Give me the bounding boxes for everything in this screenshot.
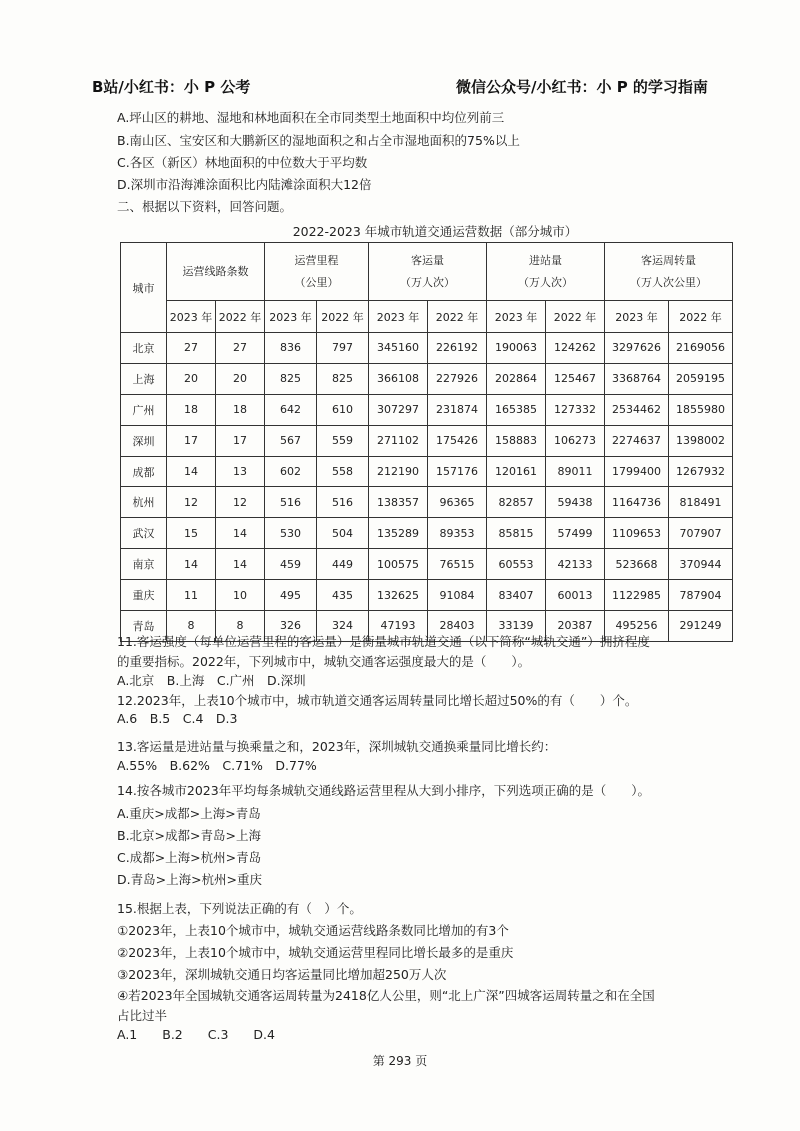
year-header: 2022 年: [216, 301, 265, 333]
value-cell: 345160: [369, 333, 428, 364]
value-cell: 271102: [369, 425, 428, 456]
value-cell: 42133: [546, 549, 605, 580]
value-cell: 558: [317, 456, 369, 487]
value-cell: 787904: [669, 580, 733, 611]
value-cell: 567: [265, 425, 317, 456]
value-cell: 60553: [487, 549, 546, 580]
value-cell: 57499: [546, 518, 605, 549]
q13-options: A.55% B.62% C.71% D.77%: [117, 758, 317, 773]
value-cell: 33139: [487, 611, 546, 642]
prev-option-d: D.深圳市沿海滩涂面积比内陆滩涂面积大12倍: [117, 177, 372, 192]
value-cell: 18: [167, 394, 216, 425]
q15-statement-1: ①2023年，上表10个城市中，城轨交通运营线路条数同比增加的有3个: [117, 923, 509, 938]
q15-statement-4-line1: ④若2023年全国城轨交通客运周转量为2418亿人公里，则“北上广深”四城客运周转量之和在全国: [117, 988, 655, 1003]
table-row: [121, 518, 733, 549]
value-cell: 13: [216, 456, 265, 487]
value-cell: 435: [317, 580, 369, 611]
value-cell: 1855980: [669, 394, 733, 425]
value-cell: 12: [167, 487, 216, 518]
value-cell: 10: [216, 580, 265, 611]
year-header: 2023 年: [369, 301, 428, 333]
value-cell: 165385: [487, 394, 546, 425]
header-left-text: B站/小红书：小 P 公考: [92, 78, 251, 96]
value-cell: 175426: [428, 425, 487, 456]
year-header: 2023 年: [605, 301, 669, 333]
value-cell: 2059195: [669, 363, 733, 394]
city-header-cell: [121, 243, 167, 333]
value-cell: 89353: [428, 518, 487, 549]
value-cell: 370944: [669, 549, 733, 580]
q15-statement-4-line2: 占比过半: [117, 1008, 168, 1023]
value-cell: 307297: [369, 394, 428, 425]
value-cell: 20: [216, 363, 265, 394]
value-cell: 157176: [428, 456, 487, 487]
value-cell: 47193: [369, 611, 428, 642]
value-cell: 27: [216, 333, 265, 364]
value-cell: 120161: [487, 456, 546, 487]
city-cell: 武汉: [121, 518, 167, 549]
table-row: [121, 333, 733, 364]
value-cell: 602: [265, 456, 317, 487]
value-cell: 135289: [369, 518, 428, 549]
value-cell: 83407: [487, 580, 546, 611]
value-cell: 449: [317, 549, 369, 580]
q11-options: A.北京 B.上海 C.广州 D.深圳: [117, 673, 306, 688]
value-cell: 8: [167, 611, 216, 642]
q14-option-b: B.北京>成都>青岛>上海: [117, 828, 261, 843]
value-cell: 3368764: [605, 363, 669, 394]
city-cell: 上海: [121, 363, 167, 394]
year-header: 2023 年: [167, 301, 216, 333]
value-cell: 82857: [487, 487, 546, 518]
year-header: 2022 年: [428, 301, 487, 333]
value-cell: 76515: [428, 549, 487, 580]
q15-statement-2: ②2023年，上表10个城市中，城轨交通运营里程同比增长最多的是重庆: [117, 945, 514, 960]
value-cell: 89011: [546, 456, 605, 487]
value-cell: 17: [216, 425, 265, 456]
value-cell: 504: [317, 518, 369, 549]
value-cell: 20: [167, 363, 216, 394]
city-cell: 广州: [121, 394, 167, 425]
value-cell: 2169056: [669, 333, 733, 364]
value-cell: 125467: [546, 363, 605, 394]
table-row: [121, 425, 733, 456]
table-row: [121, 549, 733, 580]
value-cell: 17: [167, 425, 216, 456]
value-cell: 291249: [669, 611, 733, 642]
year-header: 2023 年: [265, 301, 317, 333]
value-cell: 59438: [546, 487, 605, 518]
group-header-lines: 运营线路条数: [167, 243, 265, 301]
page-number: 第 293 页: [372, 1054, 428, 1068]
data-table: [120, 242, 733, 642]
value-cell: 28403: [428, 611, 487, 642]
value-cell: 324: [317, 611, 369, 642]
city-cell: 深圳: [121, 425, 167, 456]
value-cell: 127332: [546, 394, 605, 425]
table-title: 2022-2023 年城市轨道交通运营数据（部分城市）: [292, 224, 578, 239]
value-cell: 60013: [546, 580, 605, 611]
value-cell: 20387: [546, 611, 605, 642]
table-body: [121, 333, 733, 642]
value-cell: 96365: [428, 487, 487, 518]
value-cell: 11: [167, 580, 216, 611]
value-cell: 124262: [546, 333, 605, 364]
q15-stem: 15.根据上表，下列说法正确的有（ ）个。: [117, 901, 362, 916]
value-cell: 2534462: [605, 394, 669, 425]
value-cell: 138357: [369, 487, 428, 518]
value-cell: 106273: [546, 425, 605, 456]
value-cell: 85815: [487, 518, 546, 549]
value-cell: 459: [265, 549, 317, 580]
group-header-mileage: 运营里程 （公里）: [265, 243, 369, 301]
value-cell: 495256: [605, 611, 669, 642]
value-cell: 818491: [669, 487, 733, 518]
city-cell: 重庆: [121, 580, 167, 611]
group-header-entries: 进站量 （万人次）: [487, 243, 605, 301]
value-cell: 14: [216, 549, 265, 580]
value-cell: 91084: [428, 580, 487, 611]
value-cell: 15: [167, 518, 216, 549]
group-header-turnover: 客运周转量 （万人次公里）: [605, 243, 733, 301]
value-cell: 14: [216, 518, 265, 549]
q12-options: A.6 B.5 C.4 D.3: [117, 711, 238, 726]
table-row: [121, 580, 733, 611]
value-cell: 8: [216, 611, 265, 642]
value-cell: 202864: [487, 363, 546, 394]
value-cell: 1799400: [605, 456, 669, 487]
prev-option-c: C.各区（新区）林地面积的中位数大于平均数: [117, 155, 368, 170]
city-cell: 成都: [121, 456, 167, 487]
value-cell: 825: [265, 363, 317, 394]
value-cell: 132625: [369, 580, 428, 611]
group-header-ridership: 客运量 （万人次）: [369, 243, 487, 301]
value-cell: 523668: [605, 549, 669, 580]
table-row: [121, 363, 733, 394]
table-row: [121, 487, 733, 518]
q14-option-c: C.成都>上海>杭州>青岛: [117, 850, 262, 865]
value-cell: 27: [167, 333, 216, 364]
section-heading: 二、根据以下资料，回答问题。: [117, 199, 293, 214]
value-cell: 559: [317, 425, 369, 456]
value-cell: 227926: [428, 363, 487, 394]
q12-stem: 12.2023年，上表10个城市中，城市轨道交通客运周转量同比增长超过50%的有（ ）个。: [117, 693, 638, 708]
q14-option-a: A.重庆>成都>上海>青岛: [117, 806, 261, 821]
value-cell: 14: [167, 456, 216, 487]
value-cell: 610: [317, 394, 369, 425]
value-cell: 825: [317, 363, 369, 394]
q14-stem: 14.按各城市2023年平均每条城轨交通线路运营里程从大到小排序，下列选项正确的是（ ）。: [117, 783, 650, 798]
value-cell: 1122985: [605, 580, 669, 611]
value-cell: 1164736: [605, 487, 669, 518]
value-cell: 14: [167, 549, 216, 580]
city-cell: 杭州: [121, 487, 167, 518]
table-row: [121, 456, 733, 487]
year-header: 2022 年: [669, 301, 733, 333]
city-header: 城市: [132, 281, 155, 295]
value-cell: 231874: [428, 394, 487, 425]
q15-options: A.1 B.2 C.3 D.4: [117, 1027, 275, 1042]
q11-stem-line1: 11.客运强度（每单位运营里程的客运量）是衡量城市轨道交通（以下简称“城轨交通”）拥挤程度: [117, 634, 650, 649]
value-cell: 495: [265, 580, 317, 611]
value-cell: 642: [265, 394, 317, 425]
city-cell: 北京: [121, 333, 167, 364]
city-cell: 南京: [121, 549, 167, 580]
value-cell: 707907: [669, 518, 733, 549]
value-cell: 836: [265, 333, 317, 364]
value-cell: 212190: [369, 456, 428, 487]
table-header-row: [121, 243, 733, 301]
value-cell: 516: [317, 487, 369, 518]
value-cell: 226192: [428, 333, 487, 364]
value-cell: 1267932: [669, 456, 733, 487]
year-header: 2023 年: [487, 301, 546, 333]
value-cell: 797: [317, 333, 369, 364]
value-cell: 100575: [369, 549, 428, 580]
prev-option-b: B.南山区、宝安区和大鹏新区的湿地面积之和占全市湿地面积的75%以上: [117, 133, 520, 148]
prev-option-a: A.坪山区的耕地、湿地和林地面积在全市同类型土地面积中均位列前三: [117, 110, 505, 125]
year-header: 2022 年: [317, 301, 369, 333]
table-year-row: [121, 301, 733, 333]
value-cell: 1398002: [669, 425, 733, 456]
value-cell: 530: [265, 518, 317, 549]
value-cell: 190063: [487, 333, 546, 364]
q11-stem-line2: 的重要指标。2022年，下列城市中，城轨交通客运强度最大的是（ ）。: [117, 654, 531, 669]
q13-stem: 13.客运量是进站量与换乘量之和，2023年，深圳城轨交通换乘量同比增长约：: [117, 739, 557, 754]
year-header: 2022 年: [546, 301, 605, 333]
q15-statement-3: ③2023年，深圳城轨交通日均客运量同比增加超250万人次: [117, 967, 447, 982]
value-cell: 3297626: [605, 333, 669, 364]
header-right-text: 微信公众号/小红书：小 P 的学习指南: [456, 78, 708, 96]
value-cell: 158883: [487, 425, 546, 456]
table-row: [121, 394, 733, 425]
value-cell: 1109653: [605, 518, 669, 549]
value-cell: 18: [216, 394, 265, 425]
q14-option-d: D.青岛>上海>杭州>重庆: [117, 872, 263, 887]
value-cell: 516: [265, 487, 317, 518]
value-cell: 366108: [369, 363, 428, 394]
city-cell: 青岛: [121, 611, 167, 642]
value-cell: 2274637: [605, 425, 669, 456]
value-cell: 12: [216, 487, 265, 518]
value-cell: 326: [265, 611, 317, 642]
